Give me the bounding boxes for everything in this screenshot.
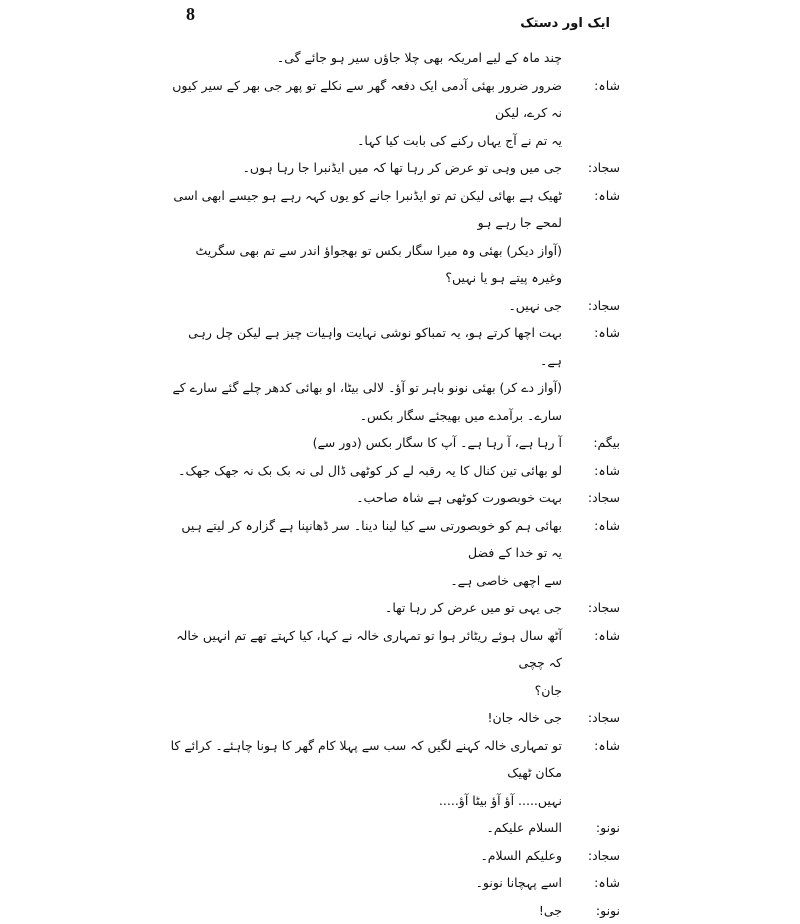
speaker-label: شاہ: [562, 622, 620, 705]
speech-text [170, 512, 562, 595]
speech-text [170, 72, 562, 155]
speech-line: سارے۔ برآمدے میں بھیجئے سگار بکس۔ [170, 402, 562, 430]
speech-text [170, 154, 562, 182]
speech-text [170, 842, 562, 870]
speech-line: بہت خوبصورت کوٹھی ہے شاہ صاحب۔ [170, 484, 562, 512]
speaker-label [562, 44, 620, 72]
speaker-label: نونو: [562, 814, 620, 842]
speaker-label: سجاد: [562, 154, 620, 182]
speech-line: (آواز دے کر) بھئی نونو باہر تو آؤ۔ لالی بیٹا، او بھائی کدھر چلے گئے سارے کے [170, 374, 562, 402]
speech-line: نہیں..... آؤ آؤ بیٹا آؤ..... [170, 787, 562, 815]
dialogue-entry [170, 72, 620, 155]
speech-text [170, 182, 562, 292]
speech-line: وعلیکم السلام۔ [170, 842, 562, 870]
dialogue-entry [170, 182, 620, 292]
dialogue-entry [170, 814, 620, 842]
speech-text [170, 484, 562, 512]
speech-line: جی نہیں۔ [170, 292, 562, 320]
speech-line: ٹھیک ہے بھائی لیکن تم تو ایڈنبرا جانے کو یوں کہہ رہے ہو جیسے ابھی اسی لمحے جا رہے ہو [170, 182, 562, 237]
speech-text [170, 457, 562, 485]
dialogue [170, 44, 620, 924]
running-head: ایک اور دستک [520, 16, 610, 31]
speech-line: بہت اچھا کرتے ہو، یہ تمباکو نوشی نہایت واہیات چیز ہے لیکن چل رہی ہے۔ [170, 319, 562, 374]
dialogue-entry [170, 457, 620, 485]
speech-line: جی یہی تو میں عرض کر رہا تھا۔ [170, 594, 562, 622]
dialogue-entry [170, 732, 620, 815]
dialogue-entry [170, 869, 620, 897]
dialogue-entry [170, 292, 620, 320]
speech-line: چند ماہ کے لیے امریکہ بھی چلا جاؤں سیر ہو جائے گی۔ [170, 44, 562, 72]
speech-line: آ رہا ہے، آ رہا ہے۔ آپ کا سگار بکس (دور سے) [170, 429, 562, 457]
speech-text [170, 594, 562, 622]
speech-line: جی خالہ جان! [170, 704, 562, 732]
speaker-label: سجاد: [562, 704, 620, 732]
speech-text [170, 429, 562, 457]
speech-line: تو تمہاری خالہ کہنے لگیں کہ سب سے پہلا کام گھر کا ہونا چاہئے۔ کرائے کا مکان ٹھیک [170, 732, 562, 787]
dialogue-entry [170, 484, 620, 512]
speaker-label: شاہ: [562, 869, 620, 897]
dialogue-entry [170, 704, 620, 732]
speech-text [170, 732, 562, 815]
speech-text [170, 869, 562, 897]
speaker-label: شاہ: [562, 512, 620, 595]
speech-line: بھائی ہم کو خوبصورتی سے کیا لینا دینا۔ سر ڈھانپنا ہے گزارہ کر لیتے ہیں یہ تو خدا کے فضل [170, 512, 562, 567]
speech-line: سے اچھی خاصی ہے۔ [170, 567, 562, 595]
speech-line: جی میں وہی تو عرض کر رہا تھا کہ میں ایڈنبرا جا رہا ہوں۔ [170, 154, 562, 182]
speaker-label: شاہ: [562, 457, 620, 485]
dialogue-entry [170, 897, 620, 924]
speech-line: اسے پہچانا نونو۔ [170, 869, 562, 897]
speech-line: (آواز دیکر) بھئی وہ میرا سگار بکس تو بھجواؤ اندر سے تم بھی سگریٹ وغیرہ پیتے ہو یا نہیں؟ [170, 237, 562, 292]
speaker-label: سجاد: [562, 484, 620, 512]
speaker-label: شاہ: [562, 72, 620, 155]
speech-text [170, 897, 562, 924]
speech-line: لو بھائی تین کنال کا یہ رقبہ لے کر کوٹھی ڈال لی نہ بک بک نہ جھک جھک۔ [170, 457, 562, 485]
speaker-label: سجاد: [562, 594, 620, 622]
page-number: 8 [186, 4, 195, 25]
speech-text [170, 704, 562, 732]
dialogue-entry [170, 319, 620, 429]
speaker-label: شاہ: [562, 319, 620, 429]
dialogue-entry [170, 154, 620, 182]
speech-text [170, 319, 562, 429]
dialogue-entry [170, 512, 620, 595]
speaker-label: سجاد: [562, 292, 620, 320]
speech-line: آٹھ سال ہوئے ریٹائر ہوا تو تمہاری خالہ نے کہا، کیا کہتے تھے تم انہیں خالہ کہ چچی [170, 622, 562, 677]
speaker-label: بیگم: [562, 429, 620, 457]
dialogue-entry [170, 594, 620, 622]
dialogue-entry [170, 622, 620, 705]
speech-text [170, 814, 562, 842]
speaker-label: سجاد: [562, 842, 620, 870]
speech-line: جی! [170, 897, 562, 924]
speech-line: جان؟ [170, 677, 562, 705]
speech-text [170, 44, 562, 72]
speaker-label: شاہ: [562, 182, 620, 292]
dialogue-entry [170, 429, 620, 457]
speaker-label: شاہ: [562, 732, 620, 815]
speech-line: السلام علیکم۔ [170, 814, 562, 842]
speaker-label: نونو: [562, 897, 620, 924]
speech-text [170, 622, 562, 705]
dialogue-entry [170, 44, 620, 72]
dialogue-entry [170, 842, 620, 870]
speech-line: ضرور ضرور بھئی آدمی ایک دفعہ گھر سے نکلے تو پھر جی بھر کے سیر کیوں نہ کرے، لیکن [170, 72, 562, 127]
speech-text [170, 292, 562, 320]
speech-line: یہ تم نے آج یہاں رکنے کی بابت کیا کہا۔ [170, 127, 562, 155]
